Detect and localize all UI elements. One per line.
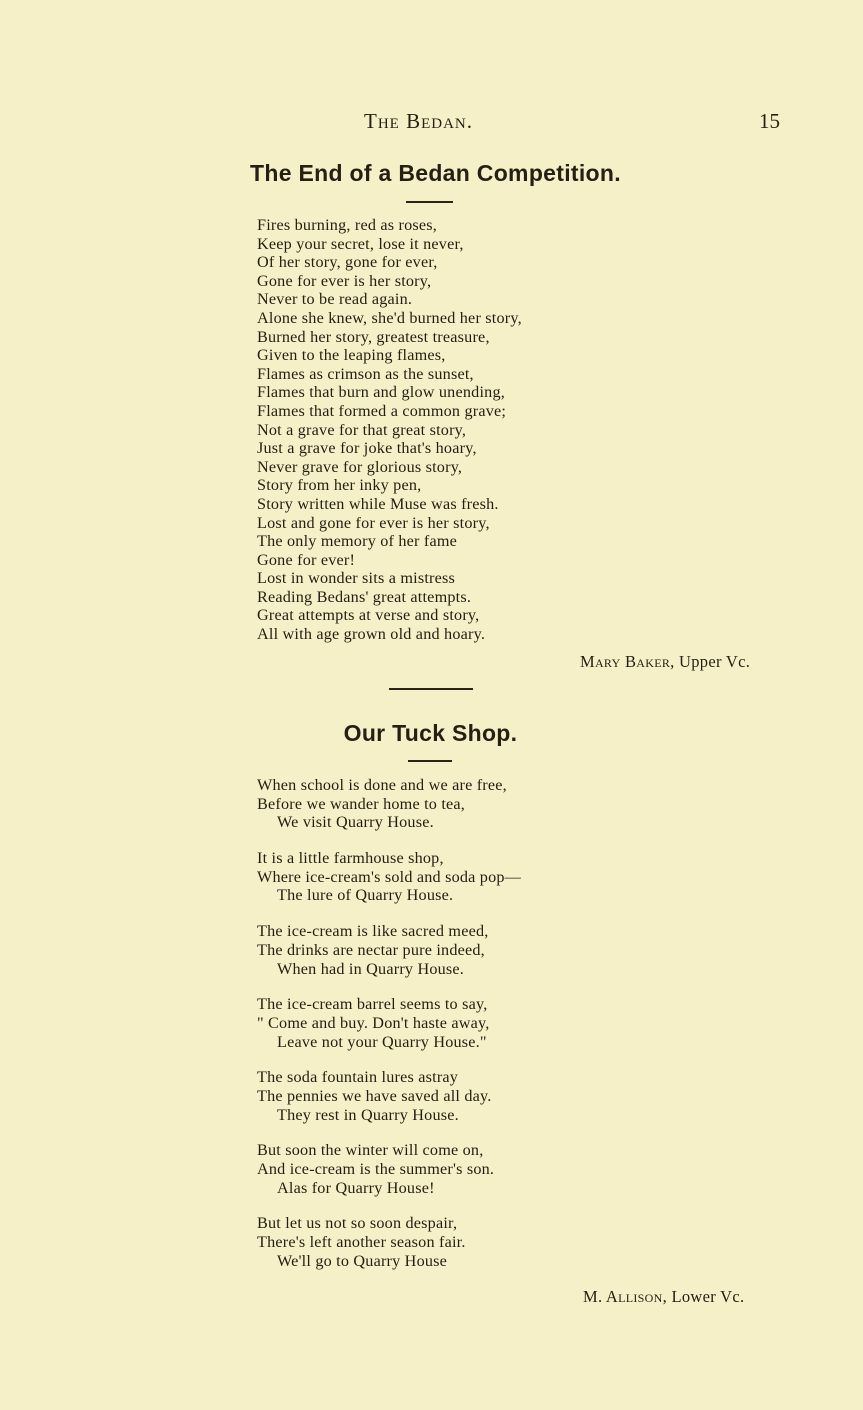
stanza-gap xyxy=(257,832,521,849)
stanza-gap xyxy=(257,1197,521,1214)
poem-line: Where ice-cream's sold and soda pop— xyxy=(257,867,522,886)
section-divider-rule xyxy=(389,688,473,690)
stanza-gap xyxy=(257,1124,521,1141)
author-name: Mary Baker, xyxy=(580,652,675,671)
poem-line: All with age grown old and hoary. xyxy=(257,625,486,644)
attribution-m-allison xyxy=(583,1287,744,1307)
poem-line: The drinks are nectar pure indeed, xyxy=(257,940,485,959)
poem-line: Alone she knew, she'd burned her story, xyxy=(257,308,522,327)
page-header xyxy=(0,109,863,137)
poem-line: And ice-cream is the summer's son. xyxy=(257,1160,495,1178)
poem-line: Leave not your Quarry House." xyxy=(277,1032,487,1051)
poem-line: The ice-cream barrel seems to say, xyxy=(257,995,488,1014)
author-form: Lower Vc. xyxy=(671,1287,745,1306)
poem-line: The soda fountain lures astray xyxy=(257,1068,459,1087)
title-underline-rule xyxy=(406,201,453,203)
poem-line: The pennies we have saved all day. xyxy=(257,1086,492,1105)
poem-line: The only memory of her fame xyxy=(257,532,458,551)
poem-line: Never to be read again. xyxy=(257,290,413,309)
poem-line: Story from her inky pen, xyxy=(257,476,422,495)
page-number: 15 xyxy=(759,109,780,133)
poem-line: Before we wander home to tea, xyxy=(257,794,466,813)
attribution-mary-baker xyxy=(580,652,750,672)
poem-line: The lure of Quarry House. xyxy=(277,886,454,905)
poem-line: We'll go to Quarry House xyxy=(277,1251,448,1270)
poem-line: Given to the leaping flames, xyxy=(257,346,446,365)
poem-line: Lost in wonder sits a mistress xyxy=(257,569,455,588)
poem-line: Flames as crimson as the sunset, xyxy=(257,364,474,383)
poem-line: Keep your secret, lose it never, xyxy=(257,234,464,253)
poem-line: But soon the winter will come on, xyxy=(257,1141,484,1160)
poem-line: The ice-cream is like sacred meed, xyxy=(257,922,489,941)
poem-line: Story written while Muse was fresh. xyxy=(257,494,499,513)
poem-line: Gone for ever! xyxy=(257,550,356,569)
poem-line: Just a grave for joke that's hoary, xyxy=(257,439,477,458)
stanza-gap xyxy=(257,1051,521,1068)
poem-title-bedan-competition: The End of a Bedan Competition. xyxy=(250,160,621,186)
poem-line: They rest in Quarry House. xyxy=(277,1105,459,1124)
author-form: Upper Vc. xyxy=(679,652,751,671)
poem-line: We visit Quarry House. xyxy=(277,813,434,832)
poem-title-tuck-shop: Our Tuck Shop. xyxy=(343,720,518,746)
title-underline-rule xyxy=(408,760,452,762)
poem-line: Of her story, gone for ever, xyxy=(257,253,438,272)
stanza-gap xyxy=(257,905,521,922)
poem-line: Flames that formed a common grave; xyxy=(257,401,507,420)
poem-line: When school is done and we are free, xyxy=(257,776,507,794)
poem-line: Never grave for glorious story, xyxy=(257,457,463,476)
poem-line: Not a grave for that great story, xyxy=(257,420,467,439)
poem-line: Burned her story, greatest treasure, xyxy=(257,327,490,346)
poem-line: There's left another season fair. xyxy=(257,1233,466,1252)
poem-line: Gone for ever is her story, xyxy=(257,271,432,290)
poem-line: Flames that burn and glow unending, xyxy=(257,383,505,402)
poem-body-bedan-competition xyxy=(257,216,522,644)
poem-line: Alas for Quarry House! xyxy=(277,1178,435,1197)
author-name: M. Allison, xyxy=(583,1287,668,1306)
poem-line: Reading Bedans' great attempts. xyxy=(257,587,472,606)
poem-line: Great attempts at verse and story, xyxy=(257,606,480,625)
poem-line: When had in Quarry House. xyxy=(277,959,465,978)
poem-line: " Come and buy. Don't haste away, xyxy=(257,1013,490,1032)
poem-body-tuck-shop xyxy=(257,776,521,1270)
poem-line: It is a little farmhouse shop, xyxy=(257,849,444,868)
poem-line: But let us not so soon despair, xyxy=(257,1214,458,1233)
running-title: The Bedan. xyxy=(364,109,473,133)
poem-line: Fires burning, red as roses, xyxy=(257,216,438,234)
stanza-gap xyxy=(257,978,521,995)
poem-line: Lost and gone for ever is her story, xyxy=(257,513,490,532)
